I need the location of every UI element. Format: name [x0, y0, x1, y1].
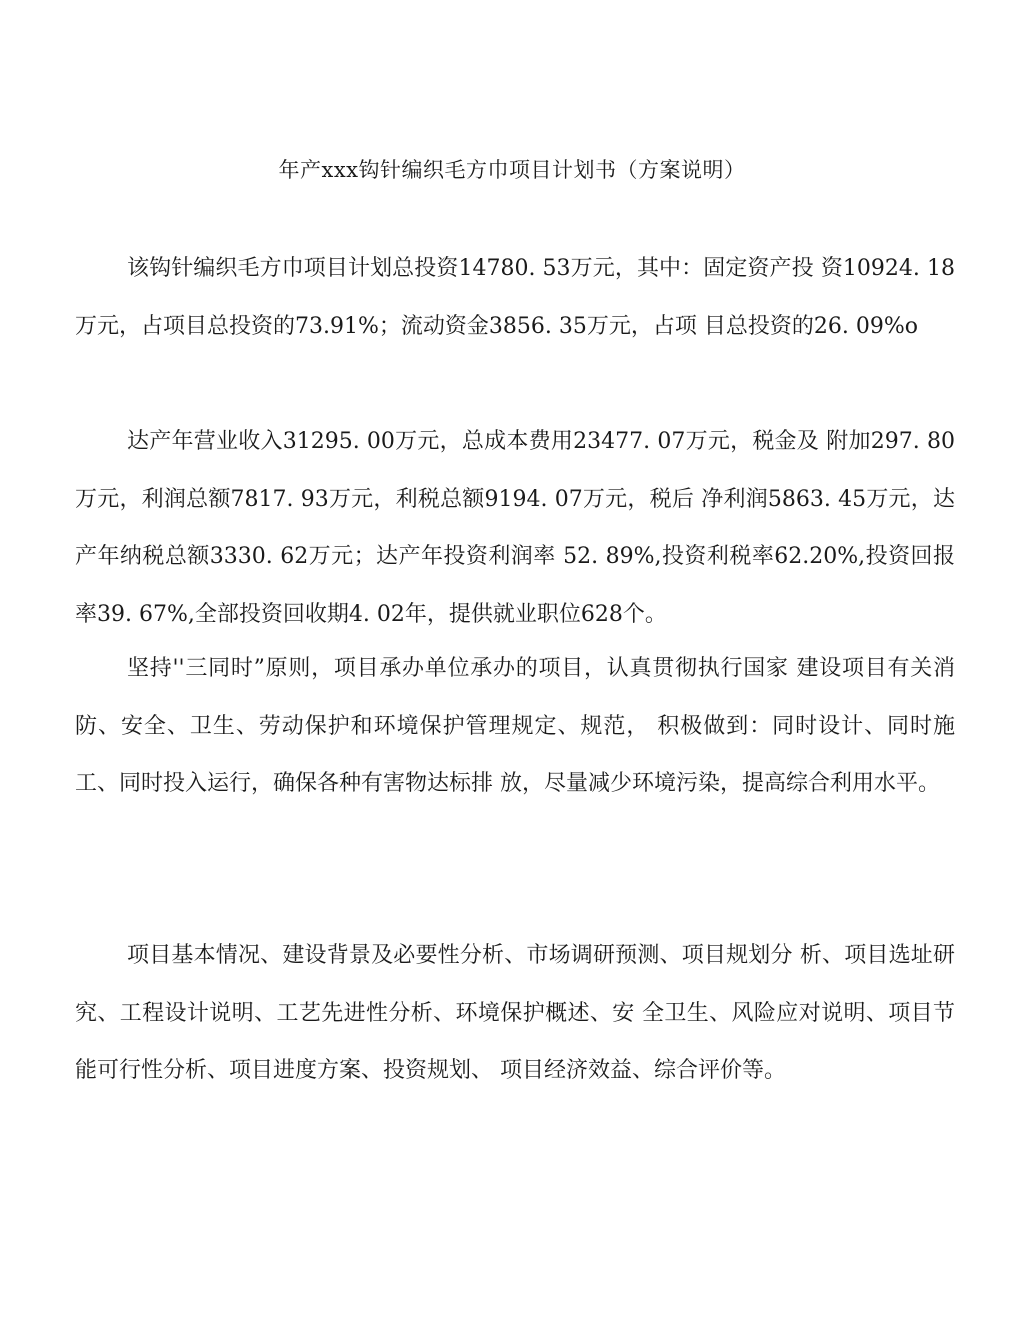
paragraph-three-simultaneous: 坚持''三同时”原则，项目承办单位承办的项目，认真贯彻执行国家 建设项目有关消防、安全、卫生、劳动保护和环境保护管理规定、规范， 积极做到：同时设计、同时施工、同时投入运行，确保各种有害物达标排 放，尽量减少环境污染，提高综合利用水平。	[75, 656, 955, 796]
paragraph-contents: 项目基本情况、建设背景及必要性分析、市场调研预测、项目规划分 析、项目选址研究、工程设计说明、工艺先进性分析、环境保护概述、安 全卫生、风险应对说明、项目节能可行性分析、项目进度方案、投资规划、 项目经济效益、综合评价等。	[75, 943, 955, 1083]
paragraph-revenue: 达产年营业收入31295. 00万元，总成本费用23477. 07万元，税金及 附加297. 80万元，利润总额7817. 93万元，利税总额9194. 07万元，税后 净利润5863. 45万元，达产年纳税总额3330. 62万元；达产年投资利润率 52. 89%,投资利税率62.20%,投资回报率39. 67%,全部投资回收期4. 02年，提供就业职位628个。	[75, 429, 955, 627]
document-title: 年产xxx钩针编织毛方巾项目计划书（方案说明）	[278, 158, 746, 182]
paragraph-investment: 该钩针编织毛方巾项目计划总投资14780. 53万元，其中：固定资产投 资10924. 18万元，占项目总投资的73.91%；流动资金3856. 35万元，占项 目总投资的26. 09%o	[75, 256, 955, 339]
